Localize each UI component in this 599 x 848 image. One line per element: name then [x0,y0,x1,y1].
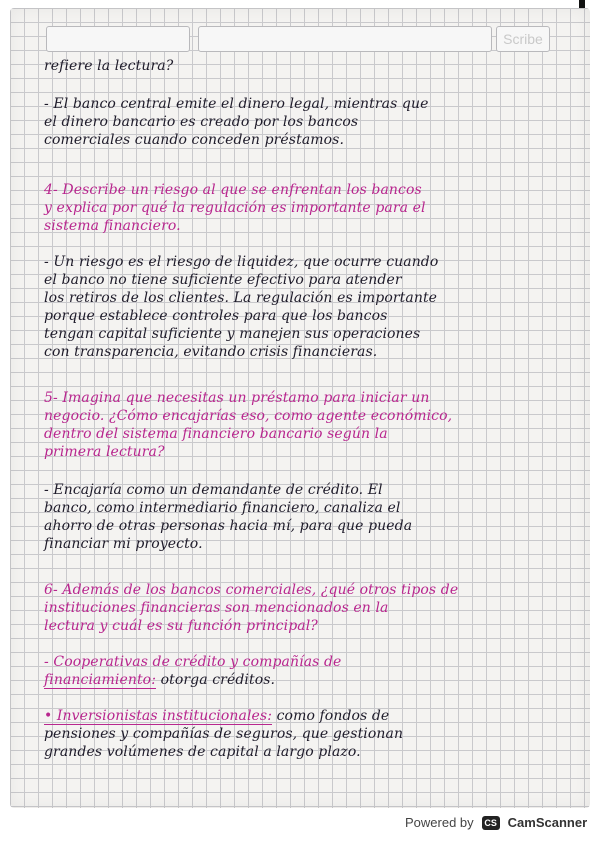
text-inline: otorga créditos. [160,672,276,688]
question-line: y explica por qué la regulación es importante para el [44,200,426,216]
text-line: - Un riesgo es el riesgo de liquidez, que ocurre cuando [44,254,439,270]
text-line: el banco no tiene suficiente efectivo para atender [44,272,402,288]
text-line: grandes volúmenes de capital a largo plazo. [44,744,361,760]
text-line: banco, como intermediario financiero, canaliza el [44,500,401,516]
question-line: lectura y cuál es su función principal? [44,618,318,634]
text-line: refiere la lectura? [44,58,174,74]
question-line: negocio. ¿Cómo encajarías eso, como agente económico, [44,408,453,424]
subheading-inline: financiamiento: [44,672,157,688]
text-line: tengan capital suficiente y manejen sus operaciones [44,326,421,342]
powered-by-text: Powered by [405,815,474,830]
text-line: comerciales cuando conceden préstamos. [44,132,345,148]
text-line: porque establece controles para que los bancos [44,308,388,324]
text-line: financiar mi proyecto. [44,536,203,552]
question-line: primera lectura? [44,444,165,460]
text-inline: como fondos de [276,708,390,724]
question-line: 5- Imagina que necesitas un préstamo para iniciar un [44,390,430,406]
camscanner-brand: CamScanner [507,815,588,830]
text-line: ahorro de otras personas hacia mí, para que pueda [44,518,413,534]
text-line [44,672,275,688]
scribe-watermark: Scribe [496,26,550,52]
question-line: instituciones financieras son mencionados en la [44,600,389,616]
subheading-inline: • Inversionistas institucionales: [44,708,273,724]
text-line: - El banco central emite el dinero legal, mientras que [44,96,429,112]
subheading-line: - Cooperativas de crédito y compañías de [44,654,342,670]
text-line: con transparencia, evitando crisis financieras. [44,344,378,360]
text-line: - Encajaría como un demandante de crédito. El [44,482,383,498]
header-field-left [46,26,190,52]
question-line: 4- Describe un riesgo al que se enfrentan los bancos [44,182,422,198]
text-line: pensiones y compañías de seguros, que gestionan [44,726,404,742]
header-field-middle [198,26,492,52]
camscanner-logo-icon: CS [482,816,500,830]
question-line: dentro del sistema financiero bancario según la [44,426,388,442]
camscanner-footer [405,815,587,830]
question-line: 6- Además de los bancos comerciales, ¿qué otros tipos de [44,582,459,598]
text-line: los retiros de los clientes. La regulación es importante [44,290,438,306]
question-line: sistema financiero. [44,218,181,234]
text-line [44,708,389,724]
text-line: el dinero bancario es creado por los bancos [44,114,359,130]
